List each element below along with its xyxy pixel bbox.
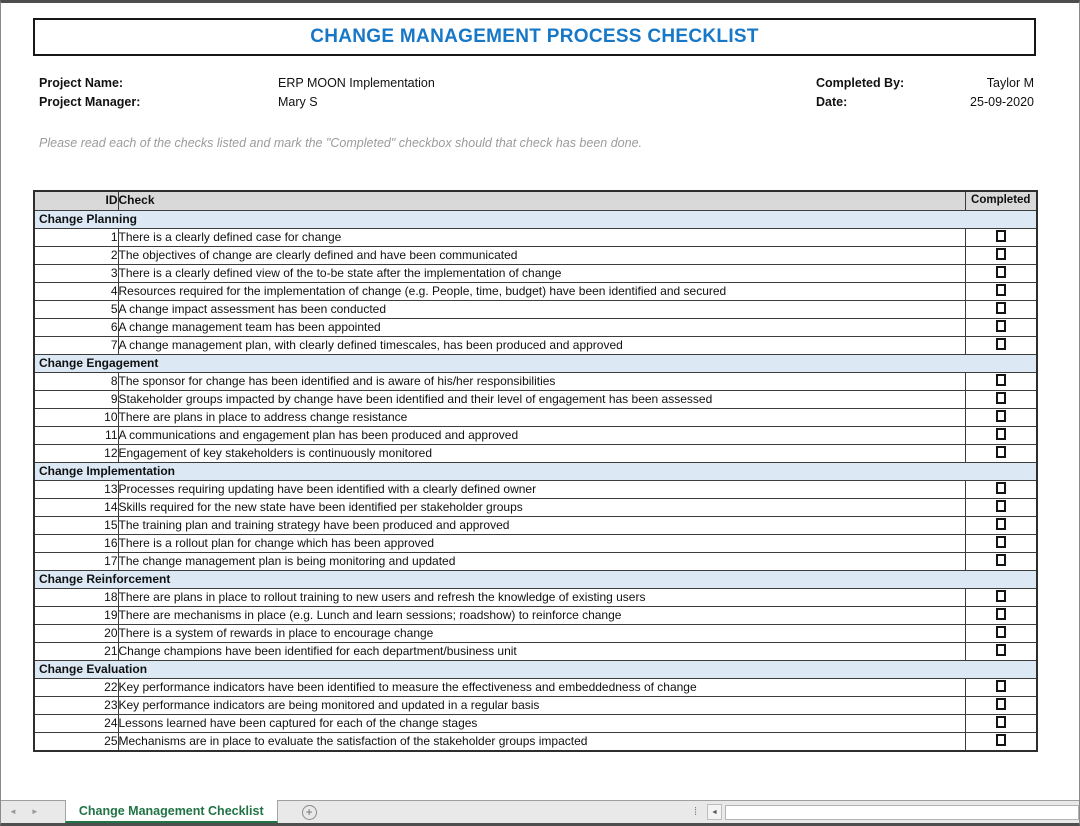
item-check-text: There is a clearly defined case for change xyxy=(118,228,965,246)
completed-checkbox[interactable] xyxy=(996,644,1006,656)
completed-cell xyxy=(965,408,1037,426)
item-id: 11 xyxy=(34,426,118,444)
hscroll-thumb[interactable] xyxy=(725,805,1079,820)
table-row xyxy=(34,534,1037,552)
table-row xyxy=(34,264,1037,282)
table-row xyxy=(34,714,1037,732)
item-id: 17 xyxy=(34,552,118,570)
item-check-text: Mechanisms are in place to evaluate the satisfaction of the stakeholder groups impacted xyxy=(118,732,965,751)
completed-cell xyxy=(965,426,1037,444)
item-id: 9 xyxy=(34,390,118,408)
completed-cell xyxy=(965,390,1037,408)
completed-checkbox[interactable] xyxy=(996,230,1006,242)
completed-cell xyxy=(965,714,1037,732)
page-title: CHANGE MANAGEMENT PROCESS CHECKLIST xyxy=(310,26,759,47)
item-check-text: There are plans in place to rollout training to new users and refresh the knowledge of existing users xyxy=(118,588,965,606)
completed-checkbox[interactable] xyxy=(996,716,1006,728)
item-check-text: The objectives of change are clearly defined and have been communicated xyxy=(118,246,965,264)
item-id: 13 xyxy=(34,480,118,498)
section-row xyxy=(34,570,1037,588)
completed-cell xyxy=(965,300,1037,318)
sheet-navigation xyxy=(1,801,47,823)
completed-checkbox[interactable] xyxy=(996,392,1006,404)
checklist-body xyxy=(34,210,1037,751)
completed-cell xyxy=(965,282,1037,300)
item-check-text: Resources required for the implementation of change (e.g. People, time, budget) have been identified and secured xyxy=(118,282,965,300)
completed-checkbox[interactable] xyxy=(996,536,1006,548)
sheet-tab-change-management-checklist[interactable]: Change Management Checklist xyxy=(65,800,278,823)
table-row xyxy=(34,444,1037,462)
completed-cell xyxy=(965,228,1037,246)
completed-cell xyxy=(965,444,1037,462)
item-id: 7 xyxy=(34,336,118,354)
item-check-text: Processes requiring updating have been identified with a clearly defined owner xyxy=(118,480,965,498)
completed-by-label: Completed By: xyxy=(816,76,905,90)
completed-checkbox[interactable] xyxy=(996,446,1006,458)
completed-checkbox[interactable] xyxy=(996,266,1006,278)
completed-cell xyxy=(965,606,1037,624)
item-check-text: The training plan and training strategy have been produced and approved xyxy=(118,516,965,534)
checklist-table xyxy=(33,190,1038,752)
item-check-text: A change impact assessment has been conducted xyxy=(118,300,965,318)
completed-checkbox[interactable] xyxy=(996,428,1006,440)
completed-cell xyxy=(965,696,1037,714)
item-check-text: A communications and engagement plan has been produced and approved xyxy=(118,426,965,444)
table-row xyxy=(34,552,1037,570)
completed-checkbox[interactable] xyxy=(996,320,1006,332)
date-value: 25-09-2020 xyxy=(970,95,1034,109)
date-label: Date: xyxy=(816,95,848,109)
completed-cell xyxy=(965,732,1037,751)
table-row xyxy=(34,480,1037,498)
completed-checkbox[interactable] xyxy=(996,518,1006,530)
item-check-text: Change champions have been identified for each department/business unit xyxy=(118,642,965,660)
item-id: 20 xyxy=(34,624,118,642)
completed-checkbox[interactable] xyxy=(996,284,1006,296)
item-check-text: The change management plan is being monitoring and updated xyxy=(118,552,965,570)
completed-checkbox[interactable] xyxy=(996,302,1006,314)
table-row xyxy=(34,282,1037,300)
completed-cell xyxy=(965,264,1037,282)
header-check: Check xyxy=(118,191,965,210)
item-check-text: The sponsor for change has been identified and is aware of his/her responsibilities xyxy=(118,372,965,390)
sheet-tab-bar xyxy=(1,800,1079,823)
completed-cell xyxy=(965,678,1037,696)
table-row xyxy=(34,498,1037,516)
table-row xyxy=(34,408,1037,426)
table-row xyxy=(34,228,1037,246)
item-id: 22 xyxy=(34,678,118,696)
completed-cell xyxy=(965,498,1037,516)
table-row xyxy=(34,336,1037,354)
scrollbar-resize-grip-icon[interactable]: ⁞ xyxy=(693,805,697,818)
item-check-text: A change management team has been appointed xyxy=(118,318,965,336)
item-id: 15 xyxy=(34,516,118,534)
table-row xyxy=(34,246,1037,264)
add-sheet-button[interactable]: + xyxy=(302,805,317,820)
table-row xyxy=(34,696,1037,714)
table-row xyxy=(34,678,1037,696)
table-row xyxy=(34,516,1037,534)
item-id: 6 xyxy=(34,318,118,336)
project-manager-value: Mary S xyxy=(278,95,318,109)
hscroll-left-button[interactable]: ◄ xyxy=(707,804,722,820)
completed-cell xyxy=(965,552,1037,570)
item-check-text: Skills required for the new state have been identified per stakeholder groups xyxy=(118,498,965,516)
completed-cell xyxy=(965,372,1037,390)
header-completed: Completed xyxy=(965,191,1037,210)
project-meta xyxy=(39,77,1034,109)
completed-checkbox[interactable] xyxy=(996,374,1006,386)
table-row xyxy=(34,390,1037,408)
table-row xyxy=(34,300,1037,318)
sheet-next-icon[interactable]: ► xyxy=(30,807,39,816)
sheet-prev-icon[interactable]: ◄ xyxy=(9,807,17,816)
table-row xyxy=(34,426,1037,444)
instruction-text: Please read each of the checks listed and mark the "Completed" checkbox should that check has been done. xyxy=(39,136,642,150)
completed-cell xyxy=(965,246,1037,264)
item-id: 8 xyxy=(34,372,118,390)
completed-checkbox[interactable] xyxy=(996,698,1006,710)
item-check-text: Lessons learned have been captured for each of the change stages xyxy=(118,714,965,732)
item-check-text: Engagement of key stakeholders is continuously monitored xyxy=(118,444,965,462)
item-check-text: There are plans in place to address change resistance xyxy=(118,408,965,426)
completed-checkbox[interactable] xyxy=(996,482,1006,494)
table-row xyxy=(34,732,1037,751)
item-id: 21 xyxy=(34,642,118,660)
table-row xyxy=(34,588,1037,606)
completed-checkbox[interactable] xyxy=(996,338,1006,350)
section-header: Change Reinforcement xyxy=(34,570,1037,588)
item-id: 10 xyxy=(34,408,118,426)
item-id: 3 xyxy=(34,264,118,282)
completed-checkbox[interactable] xyxy=(996,590,1006,602)
item-check-text: A change management plan, with clearly defined timescales, has been produced and approved xyxy=(118,336,965,354)
section-row xyxy=(34,354,1037,372)
item-check-text: Key performance indicators have been identified to measure the effectiveness and embeddedness of change xyxy=(118,678,965,696)
completed-cell xyxy=(965,318,1037,336)
item-check-text: There is a clearly defined view of the to-be state after the implementation of change xyxy=(118,264,965,282)
item-check-text: Stakeholder groups impacted by change have been identified and their level of engagement has been assessed xyxy=(118,390,965,408)
section-header: Change Planning xyxy=(34,210,1037,228)
completed-cell xyxy=(965,336,1037,354)
section-header: Change Evaluation xyxy=(34,660,1037,678)
item-id: 1 xyxy=(34,228,118,246)
section-row xyxy=(34,660,1037,678)
table-header-row xyxy=(34,191,1037,210)
item-id: 4 xyxy=(34,282,118,300)
completed-by-value: Taylor M xyxy=(986,76,1034,90)
completed-cell xyxy=(965,642,1037,660)
item-check-text: There are mechanisms in place (e.g. Lunch and learn sessions; roadshow) to reinforce change xyxy=(118,606,965,624)
completed-cell xyxy=(965,588,1037,606)
item-id: 16 xyxy=(34,534,118,552)
item-check-text: There is a rollout plan for change which has been approved xyxy=(118,534,965,552)
completed-cell xyxy=(965,534,1037,552)
completed-checkbox[interactable] xyxy=(996,554,1006,566)
section-header: Change Engagement xyxy=(34,354,1037,372)
item-id: 12 xyxy=(34,444,118,462)
horizontal-scrollbar[interactable] xyxy=(707,801,1079,823)
completed-checkbox[interactable] xyxy=(996,500,1006,512)
header-id: ID xyxy=(34,191,118,210)
sheetbar-spacer xyxy=(317,801,694,823)
sheet-content xyxy=(1,3,1079,800)
item-id: 19 xyxy=(34,606,118,624)
table-row xyxy=(34,318,1037,336)
item-id: 24 xyxy=(34,714,118,732)
title-box xyxy=(33,18,1036,56)
item-id: 25 xyxy=(34,732,118,751)
section-row xyxy=(34,462,1037,480)
table-row xyxy=(34,642,1037,660)
project-name-value: ERP MOON Implementation xyxy=(278,76,435,90)
item-check-text: Key performance indicators are being monitored and updated in a regular basis xyxy=(118,696,965,714)
item-check-text: There is a system of rewards in place to encourage change xyxy=(118,624,965,642)
item-id: 14 xyxy=(34,498,118,516)
completed-checkbox[interactable] xyxy=(996,248,1006,260)
completed-cell xyxy=(965,516,1037,534)
completed-checkbox[interactable] xyxy=(996,410,1006,422)
table-row xyxy=(34,372,1037,390)
completed-cell xyxy=(965,480,1037,498)
completed-checkbox[interactable] xyxy=(996,626,1006,638)
project-name-label: Project Name: xyxy=(39,76,124,90)
section-row xyxy=(34,210,1037,228)
item-id: 23 xyxy=(34,696,118,714)
table-row xyxy=(34,606,1037,624)
project-manager-label: Project Manager: xyxy=(39,95,141,109)
item-id: 2 xyxy=(34,246,118,264)
section-header: Change Implementation xyxy=(34,462,1037,480)
item-id: 5 xyxy=(34,300,118,318)
completed-cell xyxy=(965,624,1037,642)
completed-checkbox[interactable] xyxy=(996,734,1006,746)
completed-checkbox[interactable] xyxy=(996,680,1006,692)
table-row xyxy=(34,624,1037,642)
completed-checkbox[interactable] xyxy=(996,608,1006,620)
item-id: 18 xyxy=(34,588,118,606)
